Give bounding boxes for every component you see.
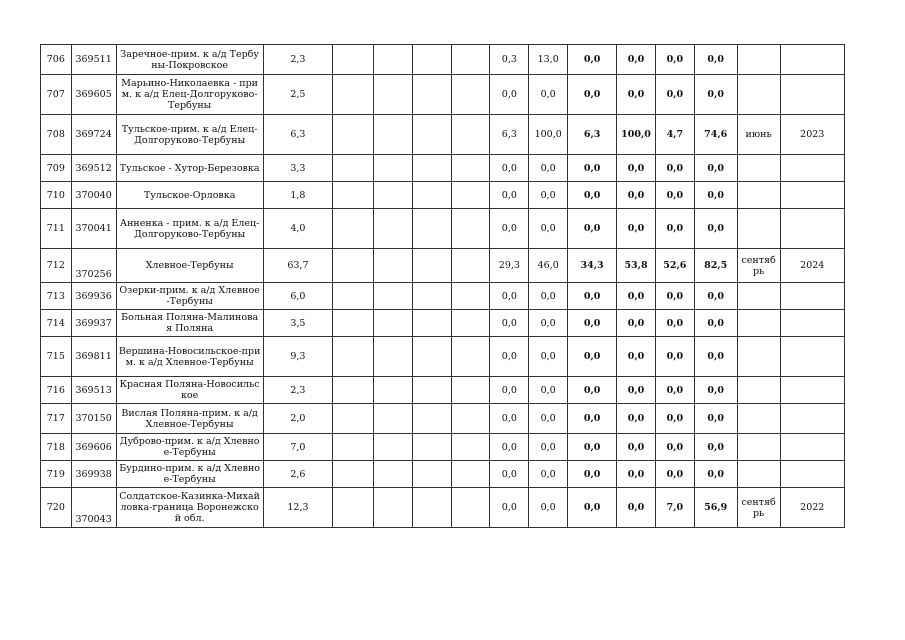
repair-month — [737, 283, 780, 310]
value-cell: 0,0 — [490, 182, 529, 209]
repair-year — [780, 461, 844, 488]
repair-year — [780, 310, 844, 337]
percent-cell-bold: 0,0 — [694, 310, 737, 337]
repair-year — [780, 377, 844, 404]
percent-cell-bold: 0,0 — [694, 337, 737, 377]
percent-cell: 0,0 — [529, 75, 568, 115]
empty-cell — [333, 75, 374, 115]
road-name: Заречное-прим. к а/д Тербуны-Покровское — [116, 45, 263, 75]
value-cell-bold: 7,0 — [655, 488, 694, 528]
empty-cell — [412, 337, 451, 377]
empty-cell — [451, 310, 490, 337]
value-cell-bold: 0,0 — [655, 434, 694, 461]
road-name: Тульское-Орловка — [116, 182, 263, 209]
road-name: Анненка - прим. к а/д Елец-Долгоруково-Тербуны — [116, 209, 263, 249]
value-cell-bold: 0,0 — [655, 404, 694, 434]
value-cell: 0,3 — [490, 45, 529, 75]
road-id: 369938 — [71, 461, 116, 488]
percent-cell: 0,0 — [529, 404, 568, 434]
road-id: 369811 — [71, 337, 116, 377]
value-cell: 0,0 — [490, 283, 529, 310]
empty-cell — [451, 249, 490, 283]
percent-cell: 0,0 — [529, 337, 568, 377]
empty-cell — [412, 310, 451, 337]
empty-cell — [374, 45, 413, 75]
road-length: 2,6 — [263, 461, 332, 488]
repair-month: сентябрь — [737, 488, 780, 528]
table-row — [41, 75, 845, 115]
repair-month — [737, 461, 780, 488]
empty-cell — [451, 209, 490, 249]
empty-cell — [374, 461, 413, 488]
repair-year — [780, 434, 844, 461]
value-cell: 0,0 — [490, 434, 529, 461]
value-cell-bold: 0,0 — [655, 310, 694, 337]
repair-year — [780, 45, 844, 75]
road-id: 369606 — [71, 434, 116, 461]
repair-year — [780, 75, 844, 115]
value-cell: 0,0 — [490, 488, 529, 528]
row-number: 717 — [41, 404, 72, 434]
road-length: 2,5 — [263, 75, 332, 115]
road-id: 369724 — [71, 115, 116, 155]
road-length: 3,5 — [263, 310, 332, 337]
empty-cell — [333, 434, 374, 461]
percent-cell-bold: 53,8 — [617, 249, 656, 283]
repair-year — [780, 283, 844, 310]
percent-cell-bold: 0,0 — [694, 45, 737, 75]
empty-cell — [333, 377, 374, 404]
empty-cell — [412, 488, 451, 528]
empty-cell — [333, 182, 374, 209]
table-row — [41, 45, 845, 75]
empty-cell — [333, 155, 374, 182]
road-name: Красная Поляна-Новосильское — [116, 377, 263, 404]
road-name: Тульское - Хутор-Березовка — [116, 155, 263, 182]
value-cell-bold: 0,0 — [655, 182, 694, 209]
empty-cell — [333, 404, 374, 434]
repair-month — [737, 404, 780, 434]
row-number: 709 — [41, 155, 72, 182]
empty-cell — [333, 488, 374, 528]
percent-cell: 0,0 — [529, 155, 568, 182]
percent-cell-bold: 0,0 — [617, 488, 656, 528]
road-id: 370256 — [71, 249, 116, 283]
percent-cell: 0,0 — [529, 209, 568, 249]
repair-year — [780, 155, 844, 182]
row-number: 715 — [41, 337, 72, 377]
percent-cell-bold: 0,0 — [617, 337, 656, 377]
empty-cell — [451, 75, 490, 115]
value-cell-bold: 0,0 — [568, 45, 617, 75]
empty-cell — [333, 283, 374, 310]
empty-cell — [451, 115, 490, 155]
road-id: 370040 — [71, 182, 116, 209]
value-cell-bold: 0,0 — [568, 310, 617, 337]
value-cell: 0,0 — [490, 310, 529, 337]
percent-cell-bold: 0,0 — [694, 209, 737, 249]
road-name: Бурдино-прим. к а/д Хлевное-Тербуны — [116, 461, 263, 488]
empty-cell — [451, 404, 490, 434]
percent-cell: 0,0 — [529, 488, 568, 528]
road-length: 7,0 — [263, 434, 332, 461]
repair-month: июнь — [737, 115, 780, 155]
value-cell: 0,0 — [490, 377, 529, 404]
road-name: Вислая Поляна-прим. к а/д Хлевное-Тербуны — [116, 404, 263, 434]
empty-cell — [451, 337, 490, 377]
table-row — [41, 377, 845, 404]
table-row — [41, 337, 845, 377]
road-name: Тульское-прим. к а/д Елец-Долгоруково-Тербуны — [116, 115, 263, 155]
empty-cell — [374, 182, 413, 209]
value-cell-bold: 0,0 — [568, 461, 617, 488]
empty-cell — [412, 434, 451, 461]
empty-cell — [451, 377, 490, 404]
road-length: 2,3 — [263, 377, 332, 404]
percent-cell-bold: 0,0 — [617, 182, 656, 209]
value-cell-bold: 4,7 — [655, 115, 694, 155]
empty-cell — [451, 461, 490, 488]
road-id: 369511 — [71, 45, 116, 75]
value-cell-bold: 0,0 — [655, 461, 694, 488]
value-cell-bold: 0,0 — [655, 155, 694, 182]
row-number: 708 — [41, 115, 72, 155]
empty-cell — [374, 155, 413, 182]
repair-year: 2024 — [780, 249, 844, 283]
percent-cell-bold: 0,0 — [694, 283, 737, 310]
row-number: 720 — [41, 488, 72, 528]
value-cell: 6,3 — [490, 115, 529, 155]
road-id: 369937 — [71, 310, 116, 337]
repair-month — [737, 209, 780, 249]
repair-year — [780, 209, 844, 249]
percent-cell-bold: 0,0 — [694, 434, 737, 461]
empty-cell — [412, 249, 451, 283]
percent-cell: 0,0 — [529, 310, 568, 337]
percent-cell: 0,0 — [529, 283, 568, 310]
row-number: 707 — [41, 75, 72, 115]
road-length: 9,3 — [263, 337, 332, 377]
value-cell-bold: 52,6 — [655, 249, 694, 283]
empty-cell — [451, 283, 490, 310]
value-cell-bold: 0,0 — [568, 377, 617, 404]
table-row — [41, 115, 845, 155]
table-row — [41, 310, 845, 337]
value-cell-bold: 0,0 — [655, 337, 694, 377]
row-number: 718 — [41, 434, 72, 461]
road-length: 2,3 — [263, 45, 332, 75]
road-length: 2,0 — [263, 404, 332, 434]
percent-cell-bold: 0,0 — [617, 461, 656, 488]
road-name: Солдатское-Казинка-Михайловка-граница Воронежской обл. — [116, 488, 263, 528]
table-row — [41, 249, 845, 283]
value-cell-bold: 0,0 — [655, 209, 694, 249]
empty-cell — [451, 45, 490, 75]
value-cell: 0,0 — [490, 75, 529, 115]
percent-cell-bold: 0,0 — [617, 310, 656, 337]
table-row — [41, 283, 845, 310]
table-row — [41, 488, 845, 528]
road-id: 369513 — [71, 377, 116, 404]
road-length: 12,3 — [263, 488, 332, 528]
repair-year: 2022 — [780, 488, 844, 528]
percent-cell: 13,0 — [529, 45, 568, 75]
empty-cell — [412, 404, 451, 434]
value-cell-bold: 34,3 — [568, 249, 617, 283]
repair-year — [780, 182, 844, 209]
percent-cell-bold: 0,0 — [694, 461, 737, 488]
repair-month — [737, 377, 780, 404]
empty-cell — [451, 182, 490, 209]
road-length: 6,0 — [263, 283, 332, 310]
percent-cell: 0,0 — [529, 377, 568, 404]
value-cell-bold: 0,0 — [568, 434, 617, 461]
empty-cell — [412, 377, 451, 404]
row-number: 719 — [41, 461, 72, 488]
percent-cell-bold: 0,0 — [694, 75, 737, 115]
percent-cell-bold: 0,0 — [617, 283, 656, 310]
empty-cell — [451, 155, 490, 182]
table-row — [41, 182, 845, 209]
road-id: 369512 — [71, 155, 116, 182]
table-row — [41, 209, 845, 249]
row-number: 710 — [41, 182, 72, 209]
percent-cell: 0,0 — [529, 182, 568, 209]
percent-cell-bold: 0,0 — [617, 75, 656, 115]
road-name: Озерки-прим. к а/д Хлевное-Тербуны — [116, 283, 263, 310]
value-cell-bold: 0,0 — [655, 283, 694, 310]
repair-month — [737, 337, 780, 377]
road-length: 4,0 — [263, 209, 332, 249]
percent-cell-bold: 0,0 — [617, 377, 656, 404]
repair-year: 2023 — [780, 115, 844, 155]
row-number: 713 — [41, 283, 72, 310]
value-cell-bold: 0,0 — [568, 75, 617, 115]
value-cell-bold: 0,0 — [655, 45, 694, 75]
table-row — [41, 461, 845, 488]
value-cell-bold: 0,0 — [568, 337, 617, 377]
empty-cell — [374, 115, 413, 155]
table-row — [41, 404, 845, 434]
value-cell-bold: 0,0 — [655, 377, 694, 404]
road-length: 63,7 — [263, 249, 332, 283]
value-cell: 0,0 — [490, 461, 529, 488]
empty-cell — [412, 155, 451, 182]
repair-month — [737, 45, 780, 75]
repair-month — [737, 75, 780, 115]
empty-cell — [333, 45, 374, 75]
empty-cell — [412, 75, 451, 115]
road-id: 370150 — [71, 404, 116, 434]
row-number: 711 — [41, 209, 72, 249]
empty-cell — [333, 337, 374, 377]
value-cell-bold: 0,0 — [568, 182, 617, 209]
value-cell: 0,0 — [490, 337, 529, 377]
road-length: 1,8 — [263, 182, 332, 209]
percent-cell-bold: 74,6 — [694, 115, 737, 155]
empty-cell — [412, 115, 451, 155]
road-id: 369605 — [71, 75, 116, 115]
road-length: 6,3 — [263, 115, 332, 155]
road-name: Марьино-Николаевка - прим. к а/д Елец-Долгоруково-Тербуны — [116, 75, 263, 115]
value-cell: 0,0 — [490, 404, 529, 434]
table-row — [41, 155, 845, 182]
value-cell: 0,0 — [490, 209, 529, 249]
repair-month — [737, 182, 780, 209]
road-id: 370041 — [71, 209, 116, 249]
empty-cell — [374, 434, 413, 461]
value-cell-bold: 0,0 — [568, 488, 617, 528]
percent-cell: 100,0 — [529, 115, 568, 155]
empty-cell — [374, 310, 413, 337]
empty-cell — [412, 461, 451, 488]
percent-cell-bold: 0,0 — [617, 434, 656, 461]
table-row — [41, 434, 845, 461]
row-number: 714 — [41, 310, 72, 337]
percent-cell-bold: 100,0 — [617, 115, 656, 155]
empty-cell — [333, 115, 374, 155]
empty-cell — [333, 209, 374, 249]
empty-cell — [451, 434, 490, 461]
value-cell: 0,0 — [490, 155, 529, 182]
table-body — [41, 45, 845, 528]
percent-cell: 0,0 — [529, 434, 568, 461]
empty-cell — [374, 377, 413, 404]
percent-cell: 46,0 — [529, 249, 568, 283]
repair-month — [737, 310, 780, 337]
empty-cell — [333, 461, 374, 488]
repair-month — [737, 155, 780, 182]
value-cell-bold: 0,0 — [568, 404, 617, 434]
road-name: Дуброво-прим. к а/д Хлевное-Тербуны — [116, 434, 263, 461]
percent-cell-bold: 56,9 — [694, 488, 737, 528]
percent-cell-bold: 0,0 — [694, 155, 737, 182]
empty-cell — [374, 249, 413, 283]
empty-cell — [333, 249, 374, 283]
percent-cell-bold: 0,0 — [694, 182, 737, 209]
value-cell: 29,3 — [490, 249, 529, 283]
empty-cell — [333, 310, 374, 337]
empty-cell — [374, 75, 413, 115]
empty-cell — [374, 209, 413, 249]
value-cell-bold: 0,0 — [568, 283, 617, 310]
percent-cell-bold: 0,0 — [617, 155, 656, 182]
empty-cell — [412, 209, 451, 249]
percent-cell-bold: 82,5 — [694, 249, 737, 283]
empty-cell — [374, 283, 413, 310]
value-cell-bold: 6,3 — [568, 115, 617, 155]
row-number: 716 — [41, 377, 72, 404]
percent-cell-bold: 0,0 — [694, 404, 737, 434]
row-number: 712 — [41, 249, 72, 283]
percent-cell: 0,0 — [529, 461, 568, 488]
repair-month — [737, 434, 780, 461]
road-name: Хлевное-Тербуны — [116, 249, 263, 283]
road-name: Вершина-Новосильское-прим. к а/д Хлевное-Тербуны — [116, 337, 263, 377]
empty-cell — [412, 182, 451, 209]
empty-cell — [451, 488, 490, 528]
repair-year — [780, 404, 844, 434]
repair-month: сентябрь — [737, 249, 780, 283]
percent-cell-bold: 0,0 — [617, 45, 656, 75]
percent-cell-bold: 0,0 — [617, 404, 656, 434]
repair-year — [780, 337, 844, 377]
roads-table — [40, 44, 845, 528]
value-cell-bold: 0,0 — [568, 155, 617, 182]
value-cell-bold: 0,0 — [655, 75, 694, 115]
percent-cell-bold: 0,0 — [617, 209, 656, 249]
road-id: 369936 — [71, 283, 116, 310]
empty-cell — [412, 45, 451, 75]
percent-cell-bold: 0,0 — [694, 377, 737, 404]
empty-cell — [374, 488, 413, 528]
value-cell-bold: 0,0 — [568, 209, 617, 249]
road-name: Больная Поляна-Малиновая Поляна — [116, 310, 263, 337]
empty-cell — [374, 337, 413, 377]
empty-cell — [412, 283, 451, 310]
road-length: 3,3 — [263, 155, 332, 182]
row-number: 706 — [41, 45, 72, 75]
road-id: 370043 — [71, 488, 116, 528]
empty-cell — [374, 404, 413, 434]
